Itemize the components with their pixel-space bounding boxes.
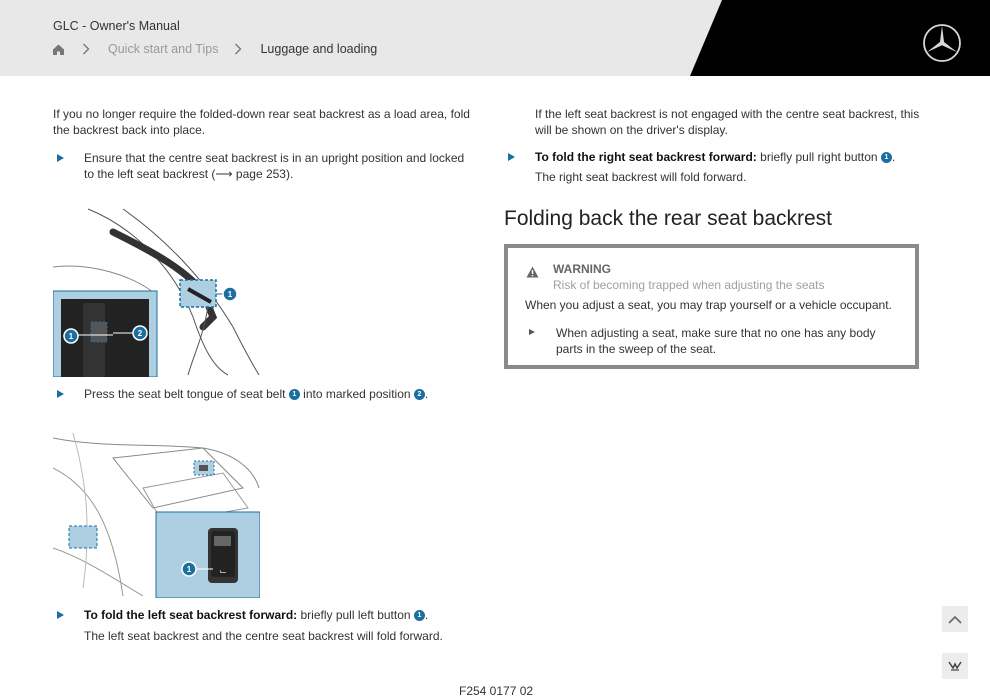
step-seat-belt-end: . xyxy=(424,387,429,401)
callout-badge-1: 1 xyxy=(414,610,425,621)
document-title: GLC - Owner's Manual xyxy=(53,19,180,33)
svg-text:1: 1 xyxy=(186,565,192,574)
step-bullet-icon xyxy=(57,390,64,398)
warning-heading: WARNING xyxy=(553,262,611,276)
step-seat-belt-text-a: Press the seat belt tongue of seat belt xyxy=(84,387,286,401)
step-bullet-icon xyxy=(57,611,64,619)
intro-paragraph: If you no longer require the folded-down rear seat backrest as a load area, fold the backrest back into place. xyxy=(53,107,470,137)
svg-text:1: 1 xyxy=(227,290,233,299)
step-seat-belt-text-b: into marked position xyxy=(303,387,411,401)
chevron-right-icon xyxy=(82,42,96,56)
chevron-up-icon xyxy=(948,615,962,624)
seat-belt-figure xyxy=(53,207,261,377)
feedback-icon xyxy=(947,659,963,673)
chevron-right-icon xyxy=(234,42,248,56)
step-fold-right-end: . xyxy=(891,150,896,164)
step-bullet-icon xyxy=(508,153,515,161)
callout-badge-1: 1 xyxy=(881,152,892,163)
svg-text:⌙: ⌙ xyxy=(219,566,227,576)
breadcrumb xyxy=(50,41,377,57)
warning-instruction: When adjusting a seat, make sure that no one has any body parts in the sweep of the seat. xyxy=(556,326,876,356)
warning-bullet-icon xyxy=(529,329,535,335)
step-fold-right xyxy=(535,149,930,165)
step-fold-right-text: briefly pull right button xyxy=(756,150,878,164)
warning-box xyxy=(504,244,919,369)
step-seat-belt xyxy=(84,386,484,402)
step-fold-left-result: The left seat backrest and the centre seat backrest will fold forward. xyxy=(84,629,443,643)
feedback-button[interactable] xyxy=(942,653,968,679)
svg-text:2: 2 xyxy=(137,329,143,338)
section-title: Folding back the rear seat backrest xyxy=(504,207,833,230)
warning-subheading: Risk of becoming trapped when adjusting the seats xyxy=(553,278,825,292)
step-fold-left-end: . xyxy=(424,608,429,622)
warning-body: When you adjust a seat, you may trap yourself or a vehicle occupant. xyxy=(525,298,892,312)
step-fold-left xyxy=(84,607,484,623)
backrest-note: If the left seat backrest is not engaged with the centre seat backrest, this will be shown on the driver's display. xyxy=(535,107,920,137)
step-fold-right-result: The right seat backrest will fold forward. xyxy=(535,170,747,184)
callout-badge-2: 2 xyxy=(414,389,425,400)
home-icon[interactable] xyxy=(50,41,66,57)
warning-triangle-icon xyxy=(526,266,539,278)
breadcrumb-link-quick-start[interactable]: Quick start and Tips xyxy=(108,42,219,56)
step-fold-left-text: briefly pull left button xyxy=(297,608,411,622)
breadcrumb-current: Luggage and loading xyxy=(260,42,378,56)
scroll-to-top-button[interactable] xyxy=(942,606,968,632)
step-fold-right-bold: To fold the right seat backrest forward: xyxy=(535,150,757,164)
step-centre-backrest: Ensure that the centre seat backrest is in an upright position and locked to the left seat backrest (⟶ page 253). xyxy=(84,151,465,181)
step-fold-left-bold: To fold the left seat backrest forward: xyxy=(84,608,298,622)
figure-reference-id: F254 0177 02 xyxy=(459,684,534,698)
step-bullet-icon xyxy=(57,154,64,162)
callout-badge-1: 1 xyxy=(289,389,300,400)
svg-text:1: 1 xyxy=(68,332,74,341)
cargo-area-figure xyxy=(53,428,260,598)
mercedes-star-logo xyxy=(922,23,962,63)
